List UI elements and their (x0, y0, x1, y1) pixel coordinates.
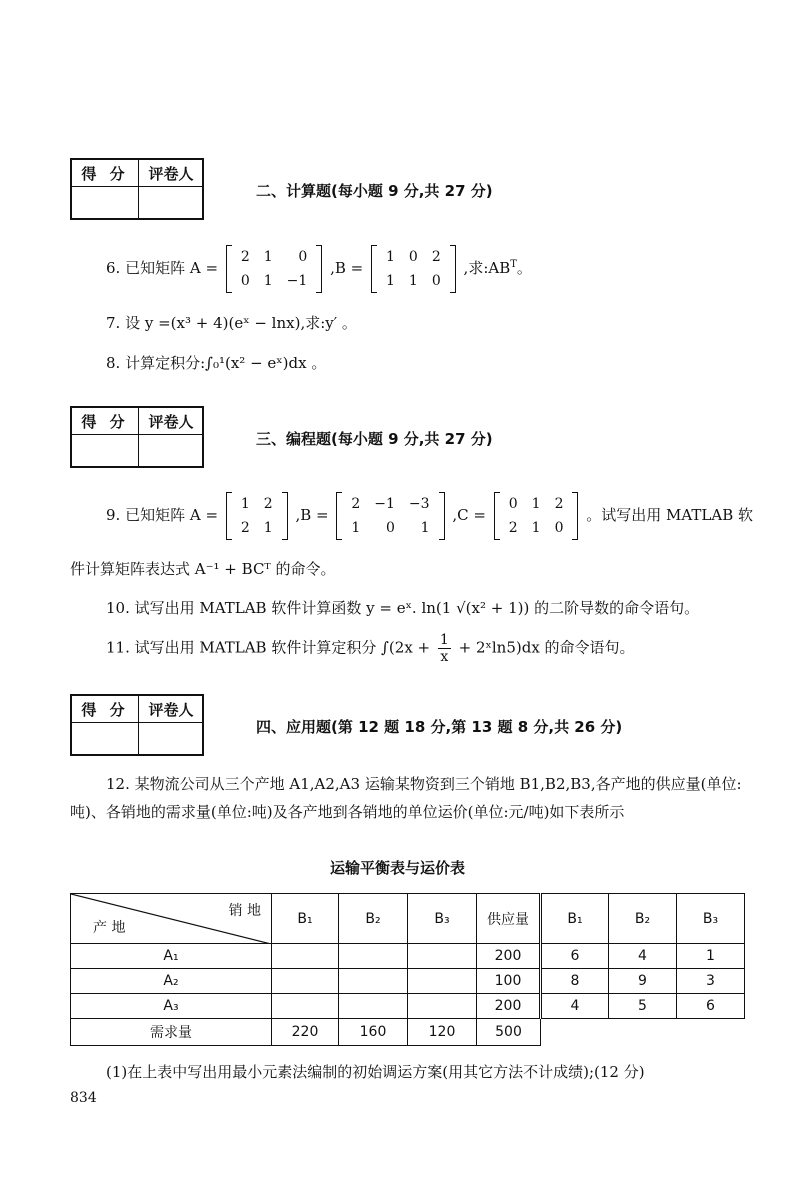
cost-cell: 6 (541, 944, 609, 969)
allocation-cell (339, 969, 408, 994)
score-box (70, 694, 204, 756)
question-11: 11. 试写出用 MATLAB 软件计算定积分 ∫(2x + $\frac{1}{x}$ + 2ˣln5)dx 的命令语句。 (106, 632, 635, 665)
question-12-text: 12. 某物流公司从三个产地 A1,A2,A3 运输某物资到三个销地 B1,B2,B3,各产地的供应量(单位:吨)、各销地的需求量(单位:吨)及各产地到各销地的单位运价(单位:元/吨)如下表所示 (70, 775, 742, 821)
score-label: 得 分 (81, 413, 129, 431)
cost-cell: 1 (677, 944, 745, 969)
corner-top-label: 销 地 (228, 903, 261, 919)
corner-bottom-label: 产 地 (93, 920, 126, 936)
supply-cell: 200 (477, 994, 541, 1019)
q6-mid: ,B = (330, 259, 364, 277)
origin-label: A₁ (71, 944, 272, 969)
question-8: 8. 计算定积分:∫₀¹(x² − eˣ)dx 。 (106, 354, 327, 372)
score-box (70, 158, 204, 220)
question-9: 9. 已知矩阵 A = 1 2 2 1 ,B = 2 −1 −3 1 0 1 ,C = 0 1 2 2 1 0 。试写出用 MATLAB 软 (106, 492, 753, 540)
supply-cell: 100 (477, 969, 541, 994)
demand-cell: 220 (272, 1019, 339, 1046)
supply-cell: 200 (477, 944, 541, 969)
allocation-cell (408, 944, 477, 969)
demand-row (71, 1019, 745, 1046)
table-row (71, 944, 745, 969)
total-cell: 500 (477, 1019, 541, 1046)
table-row (71, 969, 745, 994)
matrix-a: 1 2 2 1 (226, 492, 288, 540)
fraction: $\frac{1}{x}$ (439, 632, 449, 665)
grader-label: 评卷人 (148, 165, 194, 183)
question-10: 10. 试写出用 MATLAB 软件计算函数 y = eˣ. ln(1 √(x² + 1)) 的二阶导数的命令语句。 (106, 599, 700, 617)
cost-header: B₁ (541, 894, 609, 944)
cost-cell: 6 (677, 994, 745, 1019)
table-row (71, 994, 745, 1019)
score-label: 得 分 (81, 701, 129, 719)
section3-heading: 三、编程题(每小题 9 分,共 27 分) (256, 430, 493, 448)
allocation-cell (339, 944, 408, 969)
demand-label: 需求量 (71, 1019, 272, 1046)
dest-header: B₁ (272, 894, 339, 944)
cost-cell: 5 (609, 994, 677, 1019)
allocation-cell (272, 944, 339, 969)
dest-header: B₂ (339, 894, 408, 944)
cost-header: B₃ (677, 894, 745, 944)
matrix-c: 0 1 2 2 1 0 (494, 492, 579, 540)
table-title: 运输平衡表与运价表 (330, 859, 466, 877)
allocation-cell (339, 994, 408, 1019)
transport-table (70, 893, 745, 1046)
demand-cell: 120 (408, 1019, 477, 1046)
dest-header: B₃ (408, 894, 477, 944)
question-7: 7. 设 y =(x³ + 4)(eˣ − lnx),求:y′ 。 (106, 314, 357, 332)
allocation-cell (408, 969, 477, 994)
allocation-cell (408, 994, 477, 1019)
matrix-b: 1 0 2 1 1 0 (371, 245, 456, 293)
allocation-cell (272, 969, 339, 994)
cost-cell: 8 (541, 969, 609, 994)
origin-label: A₂ (71, 969, 272, 994)
question-9-line2: 件计算矩阵表达式 A⁻¹ + BCᵀ 的命令。 (70, 560, 336, 578)
question-6: 6. 已知矩阵 A = 2 1 0 0 1 −1 ,B = 1 0 2 1 1 0 ,求$:AB^T$。 (106, 245, 532, 293)
demand-cell: 160 (339, 1019, 408, 1046)
origin-label: A₃ (71, 994, 272, 1019)
cost-cell: 4 (609, 944, 677, 969)
matrix-b: 2 −1 −3 1 0 1 (336, 492, 444, 540)
grader-label: 评卷人 (148, 413, 194, 431)
cost-cell: 9 (609, 969, 677, 994)
score-label: 得 分 (81, 165, 129, 183)
allocation-cell (272, 994, 339, 1019)
score-box (70, 406, 204, 468)
sub-question-1: (1)在上表中写出用最小元素法编制的初始调运方案(用其它方法不计成绩);(12 分) (106, 1063, 645, 1081)
cost-cell: 3 (677, 969, 745, 994)
cost-header: B₂ (609, 894, 677, 944)
grader-label: 评卷人 (148, 701, 194, 719)
matrix-a: 2 1 0 0 1 −1 (226, 245, 322, 293)
corner-cell (71, 894, 272, 944)
section2-heading: 二、计算题(每小题 9 分,共 27 分) (256, 182, 493, 200)
cost-cell: 4 (541, 994, 609, 1019)
q6-suffix: ,求:AB (463, 259, 511, 277)
q6-prefix: 6. 已知矩阵 A = (106, 259, 219, 277)
supply-header: 供应量 (477, 894, 541, 944)
page-number: 834 (70, 1090, 97, 1106)
section4-heading: 四、应用题(第 12 题 18 分,第 13 题 8 分,共 26 分) (256, 718, 623, 736)
